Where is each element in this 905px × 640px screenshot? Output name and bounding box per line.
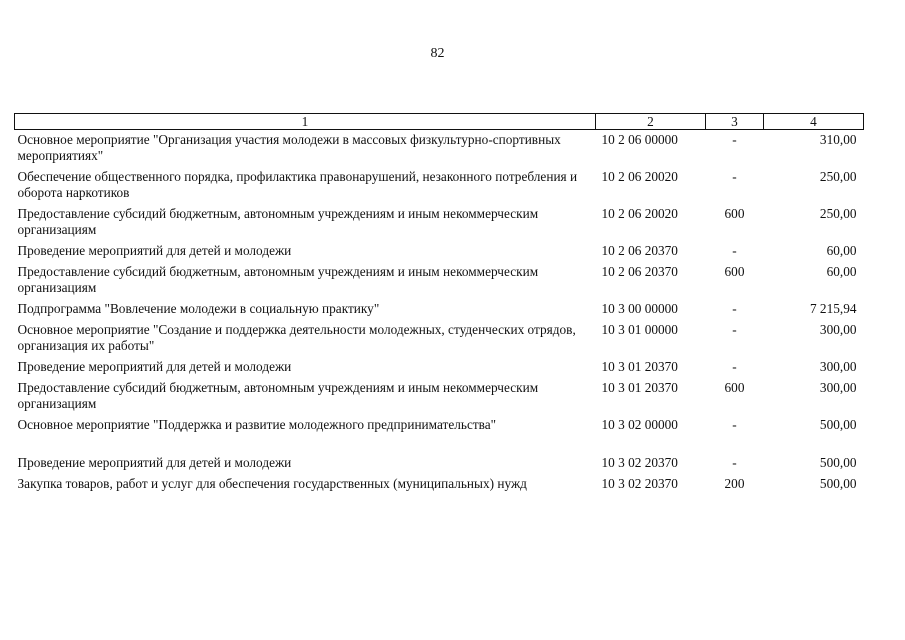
row-amount: 500,00 [819, 455, 857, 470]
row-code: 10 2 06 00000 [601, 132, 678, 147]
row-kind: 200 [724, 476, 745, 491]
row-name: Проведение мероприятий для детей и молодежи [17, 243, 292, 258]
row-kind: - [732, 243, 737, 258]
row-name: Проведение мероприятий для детей и молодежи [17, 455, 292, 470]
row-kind: 600 [724, 206, 745, 221]
row-amount: 7 215,94 [809, 301, 857, 316]
table-row [15, 453, 864, 474]
header-col-1: 1 [15, 114, 596, 130]
table-row [15, 320, 864, 357]
row-code: 10 2 06 20020 [601, 169, 678, 184]
table-header [15, 114, 864, 130]
row-amount: 60,00 [826, 243, 857, 258]
header-col-3: 3 [706, 114, 764, 130]
row-code: 10 3 01 00000 [601, 322, 678, 337]
table-row [15, 378, 864, 415]
row-kind: 600 [724, 264, 745, 279]
table-body [15, 130, 864, 496]
table-row [15, 241, 864, 262]
table-row [15, 167, 864, 204]
table-row [15, 357, 864, 378]
header-col-4: 4 [764, 114, 864, 130]
table-row [15, 130, 864, 168]
row-code: 10 3 02 20370 [601, 476, 678, 491]
table-row [15, 262, 864, 299]
row-kind: - [732, 301, 737, 316]
row-name: Обеспечение общественного порядка, профилактика правонарушений, незаконного потребления и оборота наркотиков [17, 169, 578, 200]
row-name: Основное мероприятие "Создание и поддержка деятельности молодежных, студенческих отрядов, организация их работы" [17, 322, 576, 353]
row-amount: 300,00 [819, 359, 857, 374]
row-amount: 250,00 [819, 206, 857, 221]
budget-table [14, 113, 864, 495]
table-row [15, 204, 864, 241]
row-amount: 310,00 [819, 132, 857, 147]
row-kind: - [732, 455, 737, 470]
row-amount: 60,00 [826, 264, 857, 279]
table-row [15, 299, 864, 320]
row-code: 10 2 06 20370 [601, 264, 678, 279]
table-row [15, 415, 864, 453]
row-kind: - [732, 132, 737, 147]
row-name: Основное мероприятие "Организация участия молодежи в массовых физкультурно-спортивных мероприятиях" [17, 132, 561, 163]
row-name: Закупка товаров, работ и услуг для обеспечения государственных (муниципальных) нужд [17, 476, 527, 491]
row-kind: 600 [724, 380, 745, 395]
row-name: Подпрограмма "Вовлечение молодежи в социальную практику" [17, 301, 380, 316]
row-code: 10 3 01 20370 [601, 359, 678, 374]
row-amount: 250,00 [819, 169, 857, 184]
row-amount: 300,00 [819, 380, 857, 395]
row-kind: - [732, 417, 737, 432]
row-code: 10 3 02 00000 [601, 417, 678, 432]
row-amount: 500,00 [819, 476, 857, 491]
row-name: Проведение мероприятий для детей и молодежи [17, 359, 292, 374]
row-kind: - [732, 169, 737, 184]
row-name: Предоставление субсидий бюджетным, автономным учреждениям и иным некоммерческим организациям [17, 206, 539, 237]
row-name: Предоставление субсидий бюджетным, автономным учреждениям и иным некоммерческим организациям [17, 264, 539, 295]
row-code: 10 2 06 20020 [601, 206, 678, 221]
row-code: 10 3 02 20370 [601, 455, 678, 470]
page-number: 82 [430, 46, 445, 61]
row-code: 10 3 00 00000 [601, 301, 678, 316]
row-amount: 500,00 [819, 417, 857, 432]
header-col-2: 2 [596, 114, 706, 130]
row-name: Предоставление субсидий бюджетным, автономным учреждениям и иным некоммерческим организациям [17, 380, 539, 411]
row-code: 10 2 06 20370 [601, 243, 678, 258]
row-kind: - [732, 322, 737, 337]
row-kind: - [732, 359, 737, 374]
table-row [15, 474, 864, 495]
row-code: 10 3 01 20370 [601, 380, 678, 395]
row-amount: 300,00 [819, 322, 857, 337]
row-name: Основное мероприятие "Поддержка и развитие молодежного предпринимательства" [17, 417, 497, 432]
header-row [15, 114, 864, 130]
